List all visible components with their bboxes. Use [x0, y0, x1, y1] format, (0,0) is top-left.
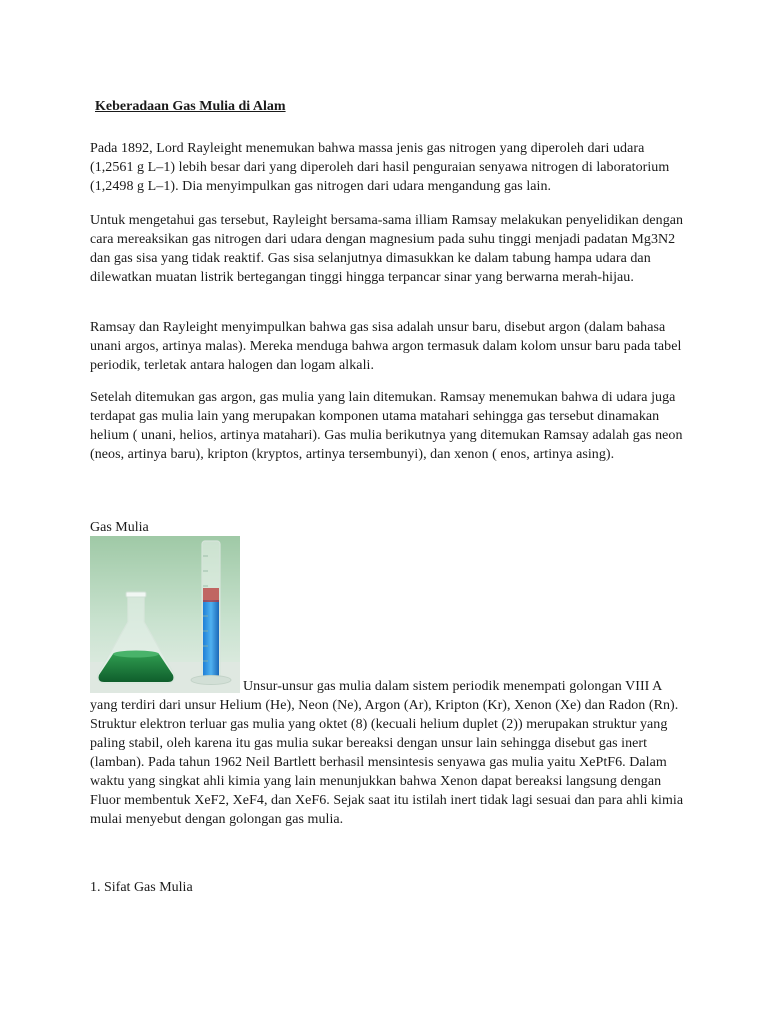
paragraph-2: Untuk mengetahui gas tersebut, Rayleight bersama-sama illiam Ramsay melakukan penyelidikan dengan cara mereaksikan gas nitrogen dari udara dengan magnesium pada suhu tinggi menjadi padatan Mg3N2 dan gas sisa yang tidak reaktif. Gas sisa selanjutnya dimasukkan ke dalam tabung hampa udara dan dilewatkan muatan listrik bertegangan tinggi hingga terpancar sinar yang berwarna merah-hijau.: [90, 213, 684, 285]
paragraph-1: Pada 1892, Lord Rayleight menemukan bahwa massa jenis gas nitrogen yang diperoleh dari udara (1,2561 g L–1) lebih besar dari yang diperoleh dari hasil penguraian senyawa nitrogen di laboratorium (1,2498 g L–1). Dia menyimpulkan gas nitrogen dari udara mengandung gas lain.: [90, 141, 670, 194]
document-title: Keberadaan Gas Mulia di Alam: [95, 99, 286, 114]
paragraph-4: Setelah ditemukan gas argon, gas mulia yang lain ditemukan. Ramsay menemukan bahwa di udara juga terdapat gas mulia lain yang merupakan komponen utama matahari sehingga gas tersebut dinamakan helium ( unani, helios, artinya matahari). Gas mulia berikutnya yang ditemukan Ramsay adalah gas neon (neos, artinya baru), kripton (kryptos, artinya tersembunyi), dan xenon ( enos, artinya asing).: [90, 390, 683, 462]
image-caption: Gas Mulia: [90, 520, 149, 535]
paragraph-after-image: Unsur-unsur gas mulia dalam sistem periodik menempati golongan VIII A yang terdiri dari unsur Helium (He), Neon (Ne), Argon (Ar), Kripton (Kr), Xenon (Xe) dan Radon (Rn). Struktur elektron terluar gas mulia yang oktet (8) (kecuali helium duplet (2)) merupakan struktur yang paling stabil, oleh karena itu gas mulia sukar bereaksi dengan unsur lain sehingga disebut gas inert (lamban). Pada tahun 1962 Neil Bartlett berhasil mensintesis senyawa gas mulia yaitu XePtF6. Dalam waktu yang singkat ahli kimia yang lain menunjukkan bahwa Xenon dapat bereaksi langsung dengan Fluor membentuk XeF2, XeF4, dan XeF6. Sejak saat itu istilah inert tidak lagi sesuai dan para ahli kimia mulai menyebut dengan golongan gas mulia.: [90, 679, 684, 827]
paragraph-3: Ramsay dan Rayleight menyimpulkan bahwa gas sisa adalah unsur baru, disebut argon (dalam bahasa unani argos, artinya malas). Mereka menduga bahwa argon termasuk dalam kolom unsur baru pada tabel periodik, terletak antara halogen dan logam alkali.: [90, 320, 682, 373]
section-heading: 1. Sifat Gas Mulia: [90, 880, 193, 895]
lab-glassware-photo: [90, 536, 240, 693]
